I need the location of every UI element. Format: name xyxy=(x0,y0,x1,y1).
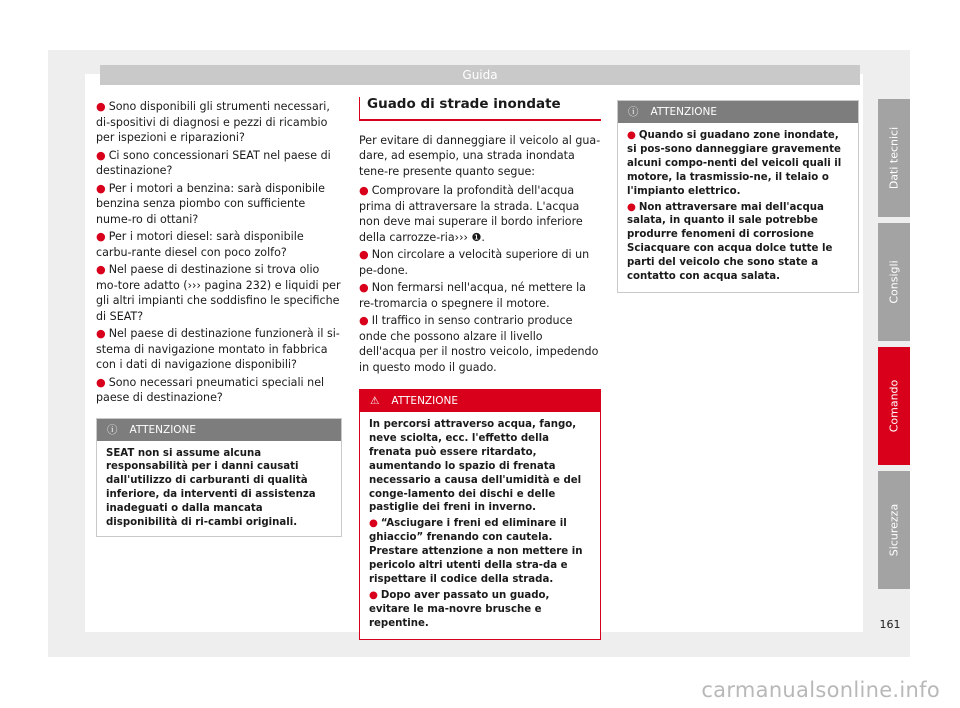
bullet-icon: ● xyxy=(369,589,378,601)
column-3 xyxy=(617,100,859,293)
warning-triangle-icon: ⚠ xyxy=(370,395,380,407)
bullet-icon: ● xyxy=(96,148,106,162)
warning-text: SEAT non si assume alcuna responsabilità per i danni causati dall'utilizzo di carburanti di qualità inferiore, da interventi di assistenza inadeguati o dalla mancata disponibilità di ri-cambi originali. xyxy=(106,447,316,529)
list-item: ● Non fermarsi nell'acqua, né mettere la re-tromarcia o spegnere il motore. xyxy=(359,281,586,310)
intro-text: Per evitare di danneggiare il veicolo al gua-dare, ad esempio, una strada inondata tene-re presente quanto segue: xyxy=(359,133,601,178)
column-2 xyxy=(359,97,601,640)
list-item: ● Ci sono concessionari SEAT nel paese di destinazione? xyxy=(96,148,331,177)
bullet-icon: ● xyxy=(359,184,369,197)
warning-header: ⚠ ATTENZIONE xyxy=(360,390,600,412)
notice-icon: ⓘ xyxy=(628,106,639,118)
list-item: ● Dopo aver passato un guado, evitare le ma-novre brusche e repentine. xyxy=(369,589,550,629)
bullet-icon: ● xyxy=(359,314,369,327)
bullet-icon: ● xyxy=(627,201,636,213)
column-1 xyxy=(96,99,342,537)
list-item: ● Quando si guadano zone inondate, si pos-sono danneggiare gravemente alcuni compo-nenti del veicoli quali il motore, la trasmissio-ne, il telaio o l'impianto elettrico. xyxy=(627,130,842,197)
page-number: 161 xyxy=(879,618,901,631)
bullet-icon: ● xyxy=(96,181,106,195)
notice-icon: ⓘ xyxy=(107,423,118,436)
bullet-icon: ● xyxy=(96,375,106,389)
bullet-icon: ● xyxy=(359,281,369,294)
watermark: carmanualsonline.info xyxy=(701,678,940,702)
list-item: ● Sono necessari pneumatici speciali nel paese di destinazione? xyxy=(96,375,325,404)
list-item: ● Non attraversare mai dell'acqua salata, in quanto il sale potrebbe produrre fenomeni di corrosione Sciacquare con acqua dolce tutte le parti del veicolo che sono state a contatto con acqua salata. xyxy=(627,201,833,283)
bullet-icon: ● xyxy=(96,230,106,243)
warning-box xyxy=(96,418,342,537)
list-item: ● Comprovare la profondità dell'acqua prima di attraversare la strada. L'acqua non deve mai superare il bordo inferiore della carrozze-ria››› ❶. xyxy=(359,184,583,244)
list-item: ● Nel paese di destinazione funzionerà il si-stema di navigazione montato in fabbrica con i dati di navigazione disponibili? xyxy=(96,327,340,371)
warning-header: ⓘ ATTENZIONE xyxy=(618,101,858,123)
tab-dati-tecnici[interactable]: Dati tecnici xyxy=(878,99,910,217)
warning-text: In percorsi attraverso acqua, fango, neve sciolta, ecc. l'effetto della frenata può essere ritardato, aumentando lo spazio di frenata necessario a causa dell'umidità e del conge-lamento dei dischi e delle pastiglie dei freni in inverno. xyxy=(369,419,582,514)
bullet-icon: ● xyxy=(369,518,378,530)
tab-sicurezza[interactable]: Sicurezza xyxy=(878,471,910,589)
bullet-icon: ● xyxy=(627,130,636,141)
warning-box-red xyxy=(359,389,601,640)
list-item: ● Non circolare a velocità superiore di un pe-done. xyxy=(359,248,590,277)
list-item: ● Per i motori diesel: sarà disponibile carbu-rante diesel con poco zolfo? xyxy=(96,230,304,259)
warning-box xyxy=(617,100,859,293)
tab-consigli[interactable]: Consigli xyxy=(878,223,910,341)
bullet-icon: ● xyxy=(96,263,106,276)
list-item: ● Il traffico in senso contrario produce onde che possono alzare il livello dell'acqua per il nostro veicolo, impedendo in questo modo il guado. xyxy=(359,314,599,374)
bullet-icon: ● xyxy=(359,248,369,261)
list-item: ● Nel paese di destinazione si trova olio mo-tore adatto (››› pagina 232) e liquidi per gli altri impianti che soddisfino le specifiche di SEAT? xyxy=(96,263,341,323)
section-header: Guida xyxy=(100,65,860,85)
list-item: ● Sono disponibili gli strumenti necessari, di-spositivi di diagnosi e pezzi di ricambio per ispezioni e riparazioni? xyxy=(96,100,330,144)
bullet-icon: ● xyxy=(96,100,106,113)
list-item: ● Per i motori a benzina: sarà disponibile benzina senza piombo con sufficiente nume-ro di ottani? xyxy=(96,181,325,226)
warning-header: ⓘ ATTENZIONE xyxy=(97,419,341,441)
section-title: Guado di strade inondate xyxy=(359,97,601,121)
tab-comando[interactable]: Comando xyxy=(878,347,910,465)
bullet-icon: ● xyxy=(96,327,106,340)
list-item: ● “Asciugare i freni ed eliminare il ghiaccio” frenando con cautela. Prestare attenzione a non mettere in pericolo altri utenti della stra-da e rispettare il codice della strada. xyxy=(369,518,583,585)
